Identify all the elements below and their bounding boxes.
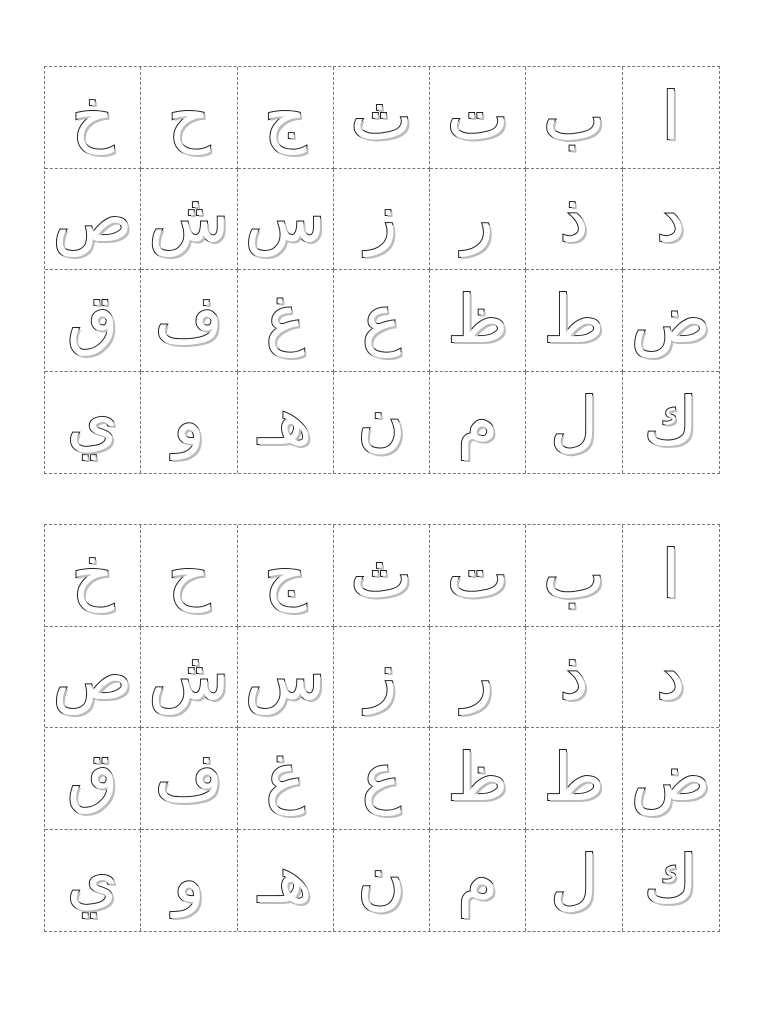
letter-card	[526, 67, 622, 169]
arabic-letter: ي	[66, 841, 119, 919]
arabic-letter: ذ	[559, 637, 589, 715]
letter-card	[45, 372, 141, 474]
letter-card	[238, 627, 334, 729]
arabic-letter: ل	[550, 841, 599, 919]
letter-card	[430, 728, 526, 830]
arabic-letter: ت	[446, 536, 509, 614]
letter-card	[623, 627, 719, 729]
letter-card	[334, 627, 430, 729]
letter-card	[526, 169, 622, 271]
letter-card	[141, 830, 237, 932]
arabic-letter: ل	[550, 383, 599, 461]
letter-card	[334, 830, 430, 932]
arabic-letter: س	[244, 637, 326, 715]
letter-card	[526, 728, 622, 830]
arabic-letter: ظ	[447, 281, 509, 359]
arabic-letter: م	[457, 383, 499, 461]
letter-card	[141, 67, 237, 169]
letter-card	[141, 525, 237, 627]
arabic-letter: ج	[263, 536, 307, 614]
letter-card	[430, 270, 526, 372]
arabic-letter: ف	[154, 739, 224, 817]
arabic-letter: د	[656, 637, 686, 715]
arabic-letter: ر	[461, 637, 494, 715]
letter-card	[141, 372, 237, 474]
letter-card	[526, 270, 622, 372]
arabic-letter: و	[172, 841, 205, 919]
arabic-letter: ا	[661, 78, 681, 156]
letter-card	[238, 372, 334, 474]
letter-card	[334, 728, 430, 830]
letter-card	[430, 525, 526, 627]
letter-card	[238, 525, 334, 627]
letter-card	[141, 169, 237, 271]
letter-card	[238, 830, 334, 932]
arabic-letter: ش	[148, 637, 230, 715]
letter-card	[334, 372, 430, 474]
letter-card	[45, 67, 141, 169]
letter-card	[334, 67, 430, 169]
arabic-letter: ط	[543, 739, 605, 817]
letter-card	[45, 728, 141, 830]
arabic-letter: ا	[661, 536, 681, 614]
letter-card	[430, 830, 526, 932]
arabic-letter: ع	[361, 739, 402, 817]
arabic-letter: ت	[446, 78, 509, 156]
letter-card	[526, 525, 622, 627]
arabic-letter: م	[457, 841, 499, 919]
letter-card	[141, 270, 237, 372]
arabic-letter: غ	[265, 281, 305, 359]
arabic-letter: غ	[265, 739, 305, 817]
letter-card	[45, 525, 141, 627]
arabic-letter: ق	[67, 281, 119, 359]
arabic-letter: ر	[461, 179, 494, 257]
arabic-letter: ع	[361, 281, 402, 359]
arabic-letter: و	[172, 383, 205, 461]
arabic-letter: ب	[542, 536, 606, 614]
arabic-letter: ي	[66, 383, 119, 461]
letter-card	[238, 169, 334, 271]
letter-card	[430, 627, 526, 729]
letter-card	[623, 728, 719, 830]
arabic-letter: ص	[52, 179, 133, 257]
arabic-letter: ك	[643, 383, 699, 461]
arabic-letter: ف	[154, 281, 224, 359]
letter-card	[238, 728, 334, 830]
letter-card	[334, 169, 430, 271]
letter-card	[45, 830, 141, 932]
arabic-letter: ح	[167, 78, 211, 156]
letter-card	[623, 525, 719, 627]
letter-card	[334, 270, 430, 372]
letter-card	[623, 270, 719, 372]
letter-card	[430, 169, 526, 271]
arabic-letter: ج	[263, 78, 307, 156]
arabic-letter: ك	[643, 841, 699, 919]
letter-card	[238, 67, 334, 169]
letter-card	[623, 169, 719, 271]
arabic-letter: ض	[630, 739, 711, 817]
arabic-letter: د	[656, 179, 686, 257]
letter-card	[526, 372, 622, 474]
arabic-letter: ش	[148, 179, 230, 257]
arabic-letter: ظ	[447, 739, 509, 817]
letter-card	[45, 169, 141, 271]
letter-cards-sheet-bottom	[44, 524, 720, 932]
arabic-letter: ط	[543, 281, 605, 359]
arabic-letter: هـ	[258, 841, 313, 919]
letter-card	[430, 372, 526, 474]
arabic-letter: ب	[542, 78, 606, 156]
letter-card	[430, 67, 526, 169]
letter-card	[141, 728, 237, 830]
arabic-letter: خ	[71, 78, 114, 156]
arabic-letter: خ	[71, 536, 114, 614]
arabic-letter: ذ	[559, 179, 589, 257]
arabic-letter: ض	[630, 281, 711, 359]
letter-card	[334, 525, 430, 627]
arabic-letter: ص	[52, 637, 133, 715]
letter-card	[141, 627, 237, 729]
arabic-letter: ث	[350, 536, 413, 614]
letter-card	[45, 270, 141, 372]
letter-card	[526, 627, 622, 729]
letter-card	[623, 372, 719, 474]
arabic-letter: ن	[357, 383, 406, 461]
arabic-letter: س	[244, 179, 326, 257]
arabic-letter: ن	[357, 841, 406, 919]
letter-card	[526, 830, 622, 932]
letter-card	[238, 270, 334, 372]
letter-card	[45, 627, 141, 729]
arabic-letter: ق	[67, 739, 119, 817]
arabic-letter: هـ	[258, 383, 313, 461]
arabic-letter: ز	[365, 179, 398, 257]
arabic-letter: ح	[167, 536, 211, 614]
letter-cards-sheet-top	[44, 66, 720, 474]
arabic-letter: ز	[365, 637, 398, 715]
arabic-letter: ث	[350, 78, 413, 156]
letter-card	[623, 67, 719, 169]
letter-card	[623, 830, 719, 932]
